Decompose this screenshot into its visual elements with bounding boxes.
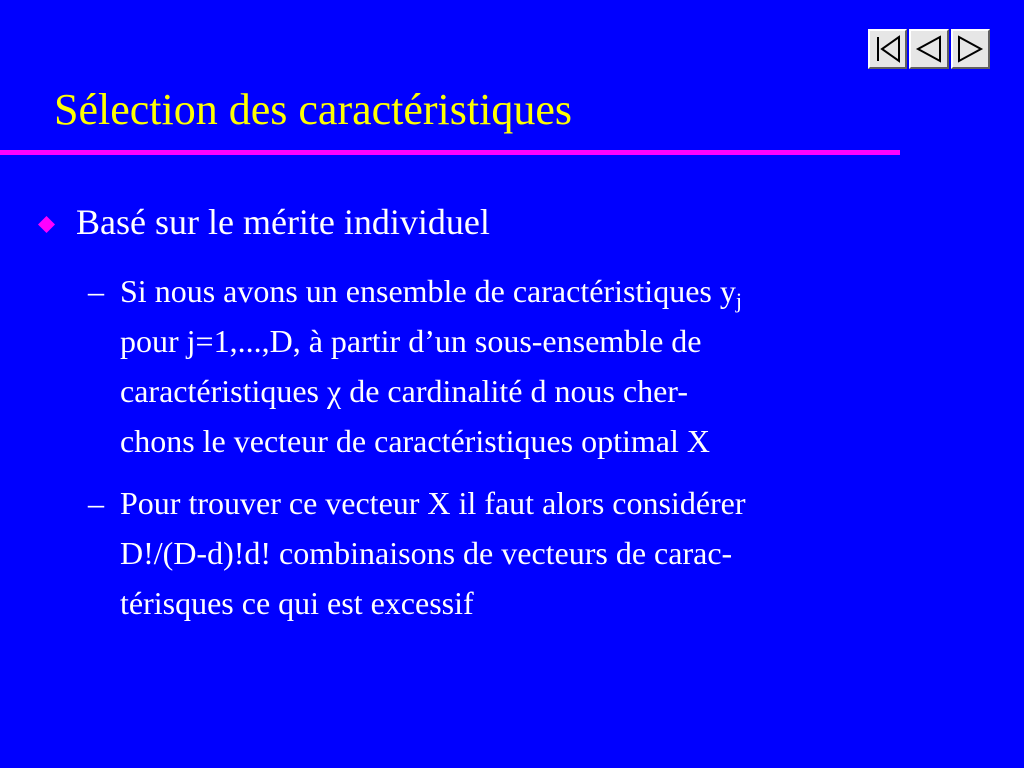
previous-slide-icon	[914, 34, 944, 64]
next-slide-button[interactable]	[951, 29, 990, 69]
diamond-bullet-icon	[38, 216, 55, 233]
subitem-1-line-4: chons le vecteur de caractéristiques optimal X	[120, 423, 710, 459]
dash-marker: –	[88, 273, 104, 309]
first-slide-button[interactable]	[868, 29, 907, 69]
bullet-text: Basé sur le mérite individuel	[76, 202, 490, 242]
dash-marker: –	[88, 485, 104, 521]
slide-title: Sélection des caractéristiques	[54, 85, 573, 134]
subitem-2-line-3: térisques ce qui est excessif	[120, 585, 474, 621]
subitem-1-line-3: caractéristiques χ de cardinalité d nous cher-	[120, 373, 688, 409]
subitem-1-text	[120, 266, 980, 466]
first-slide-icon	[873, 34, 903, 64]
subscript-j: j	[735, 288, 742, 313]
next-slide-icon	[955, 34, 985, 64]
subitem-2-line-1: Pour trouver ce vecteur X il faut alors considérer	[120, 485, 746, 521]
title-divider	[0, 150, 900, 155]
subitem-1-line-2: pour j=1,...,D, à partir d’un sous-ensemble de	[120, 323, 702, 359]
subitem-2-text	[120, 478, 980, 628]
subitem-2-line-2: D!/(D-d)!d! combinaisons de vecteurs de carac-	[120, 535, 733, 571]
subitem-1-line-1: Si nous avons un ensemble de caractéristiques $y_j$	[120, 273, 742, 313]
previous-slide-button[interactable]	[909, 29, 948, 69]
slide-navigation	[868, 29, 992, 69]
